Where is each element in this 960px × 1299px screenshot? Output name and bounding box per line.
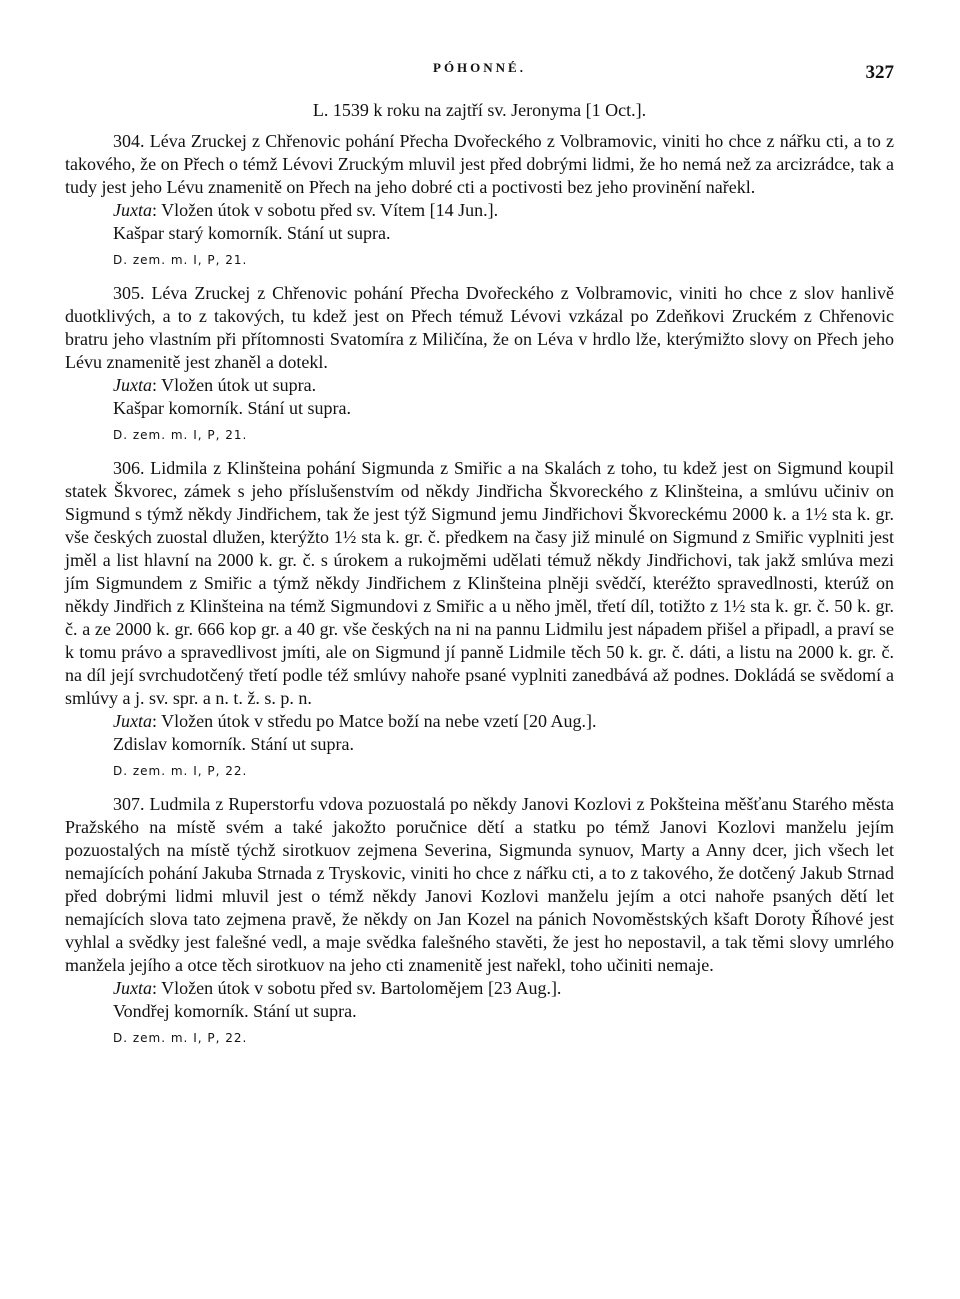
- entry-text: Léva Zruckej z Chřenovic pohání Přecha Dvořeckého z Volbramovic, viniti ho chce z nářku cti, a to z takového, že on Přech o témž Lévovi Zruckým mluvil jest před dobrými lidmi, že ho nemá než za arcizrádce, tak a tudy jest jeho Lévu znamenitě on Přech na jeho dobré cti a poctivosti bez jeho provinění nařekl.: [65, 131, 895, 197]
- entry-paragraph: [65, 130, 894, 199]
- officer-note: Vondřej komorník. Stání ut supra.: [113, 1001, 357, 1021]
- juxta-label: Juxta: [113, 711, 152, 731]
- entry-307: [65, 793, 894, 1045]
- entry-305: [65, 282, 894, 442]
- entry-paragraph: [65, 457, 894, 710]
- date-heading: L. 1539 k roku na zajtří sv. Jeronyma [1 Oct.].: [312, 100, 647, 120]
- juxta-text: : Vložen útok v sobotu před sv. Vítem [14 Jun.].: [151, 200, 499, 220]
- officer-note: Kašpar starý komorník. Stání ut supra.: [113, 223, 391, 243]
- entries-list: [65, 130, 894, 1060]
- entry-number: 305.: [113, 283, 145, 303]
- entry-text: Lidmila z Klinšteina pohání Sigmunda z Smiřic a na Skalách z toho, tu kdež jest on Sigmund koupil statek Škvorec, zámek s jeho příslušenstvím od někdy Jindřicha Škvoreckého z Klinšteina, a smlúvu učiniv on Sigmund s týmž někdy Jindřichem, tak že jest týž Sigmund jemu Jindřichovi Škvoreckému 2000 k. a 1½ sta k. gr. vše českých zuostal dlužen, kterýžto 1½ sta k. gr. č. předkem na časy již minulé on Sigmund z Smiřic vyplniti jest jměl a list hlavní na 2000 k. gr. č. s úrokem a rukojměmi udělati témuž někdy Jindřichovi, tak jakž smlúva mezi jím Sigmundem z Smiřic a týmž někdy Jindřichem z Klinšteina plněji svědčí, kteréžto spravedlnosti, kterúž on někdy Jindřich z Klinšteina na témž Sigmundovi z Smiřic a u něho jměl, třetí díl, totižto z 1½ sta k. gr. č. 50 k. gr. č. a ze 2000 k. gr. 666 kop gr. a 40 gr. vše českých na ni na pannu Lidmilu jest nápadem přišel a připadl, a praví se k tomu právo a spravedlivost jmíti, ale on Sigmund jí panně Lidmile těch 50 k. gr. č. dáti, a listu na 2000 k. gr. č. na díl její svrchudotčený třetí podle též smlúvy nahoře psané vyplniti zanedbává až podnes. Dokládá se svědomí a smlúvy a j. sv. spr. a n. t. ž. s. p. n.: [65, 458, 895, 708]
- entry-text: Léva Zruckej z Chřenovic pohání Přecha Dvořeckého z Volbramovic, viniti ho chce z slov hanlivě duotklivých, a to z takových, tu kdež jest on Přech témuž Lévovi vzkázal po Zdeňkovi Zruckém z Chřenovic bratru jeho vlastním při přítomnosti Svatomíra z Miličína, že on Léva v hrdlo lže, kterýmižto slovy on Přech jeho Lévu znamenitě jest zhaněl a dotekl.: [65, 283, 895, 372]
- page-number: 327: [865, 62, 894, 83]
- juxta-note: [113, 710, 894, 733]
- juxta-label: Juxta: [113, 978, 152, 998]
- juxta-note: [113, 374, 894, 397]
- juxta-text: : Vložen útok v středu po Matce boží na nebe vzetí [20 Aug.].: [151, 711, 597, 731]
- juxta-text: : Vložen útok v sobotu před sv. Bartolomějem [23 Aug.].: [151, 978, 562, 998]
- juxta-label: Juxta: [113, 200, 152, 220]
- juxta-note: [113, 199, 894, 222]
- entry-paragraph: [65, 793, 894, 977]
- entry-number: 306.: [113, 458, 145, 478]
- running-head: PÓHONNÉ.: [433, 60, 526, 75]
- source-reference: D. zem. m. I, P, 21.: [113, 428, 248, 442]
- juxta-text: : Vložen útok ut supra.: [151, 375, 317, 395]
- juxta-note: [113, 977, 894, 1000]
- entry-number: 304.: [113, 131, 145, 151]
- entry-304: [65, 130, 894, 267]
- entry-paragraph: [65, 282, 894, 374]
- source-reference: D. zem. m. I, P, 22.: [113, 764, 248, 778]
- officer-note: Kašpar komorník. Stání ut supra.: [113, 398, 351, 418]
- source-reference: D. zem. m. I, P, 21.: [113, 253, 248, 267]
- officer-note: Zdislav komorník. Stání ut supra.: [113, 734, 354, 754]
- entry-306: [65, 457, 894, 778]
- entry-number: 307.: [113, 794, 145, 814]
- juxta-label: Juxta: [113, 375, 152, 395]
- entry-text: Ludmila z Ruperstorfu vdova pozuostalá po někdy Janovi Kozlovi z Pokšteina měšťanu Starého města Pražského na místě svém a také jakožto poručnice dětí a statku po témž Janovi Kozlovi manželu jejím pozuostalých na místě týchž sirotkuov zejmena Severina, Sigmunda synuov, Marty a Anny dcer, jich všech let nemajících pohání Jakuba Strnada z Tryskovic, viniti ho chce z nářku cti, a to z takového, že dotčený Jakub Strnad před dobrými lidmi mluvil jest o témž někdy Janovi Kozlovi manželu jejím a otci nahoře psaných dětí let nemajících slova tato zejmena pravě, že někdy on Jan Kozel na pánich Novoměstských kšaft Doroty Říhové jest vyhlal a svědky jest falešné vedl, a maje svědka falešného stavěti, že jest ho nepostavil, a tak těmi slovy umrlého manžela jejího a otce těch sirotkuov na jeho cti znamenitě jest nařekl, toho učiniti nemaje.: [65, 794, 895, 975]
- source-reference: D. zem. m. I, P, 22.: [113, 1031, 248, 1045]
